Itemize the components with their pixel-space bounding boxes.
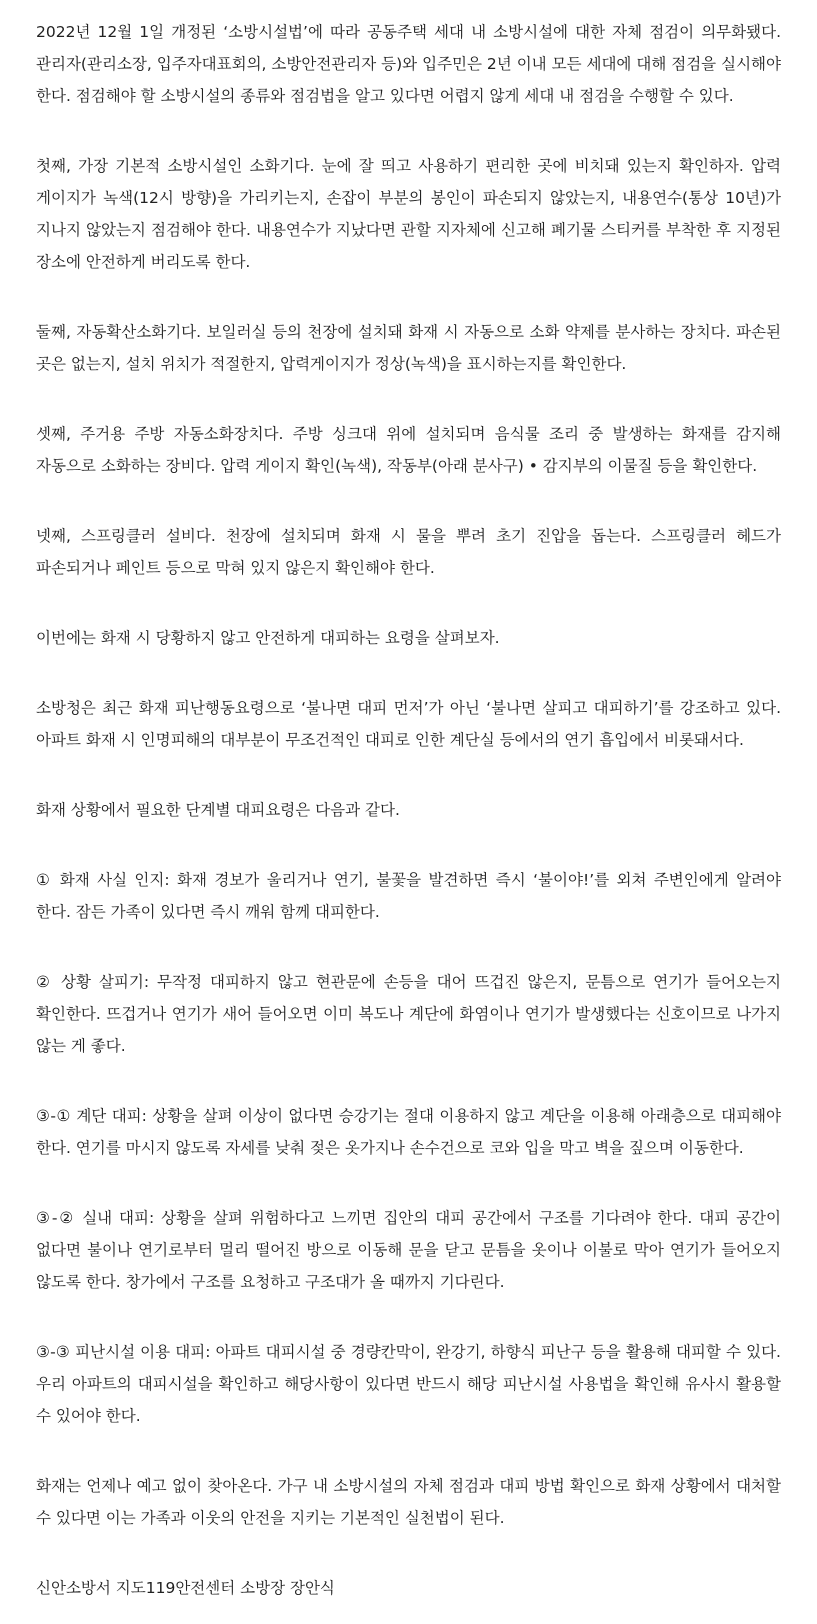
paragraph-fire-extinguisher: 첫째, 가장 기본적 소방시설인 소화기다. 눈에 잘 띄고 사용하기 편리한 곳에 비치돼 있는지 확인하자. 압력 게이지가 녹색(12시 방향)을 가리키는지, 손잡이 부분의 봉인이 파손되지 않았는지, 내용연수(통상 10년)가 지나지 않았는지 점검해야 한다. 내용연수가 지났다면 관할 지자체에 신고해 폐기물 스티커를 부착한 후 지정된 장소에 안전하게 버리도록 한다. [36, 157, 781, 271]
paragraph-steps-intro: 화재 상황에서 필요한 단계별 대피요령은 다음과 같다. [36, 801, 400, 819]
paragraph-step-3-2: ③-② 실내 대피: 상황을 살펴 위험하다고 느끼면 집안의 대피 공간에서 구조를 기다려야 한다. 대피 공간이 없다면 불이나 연기로부터 멀리 떨어진 방으로 이동해 문을 닫고 문틈을 옷이나 이불로 막아 연기가 들어오지 않도록 한다. 창가에서 구조를 요청하고 구조대가 올 때까지 기다린다. [36, 1209, 781, 1291]
paragraph-step-3-3: ③-③ 피난시설 이용 대피: 아파트 대피시설 중 경량칸막이, 완강기, 하향식 피난구 등을 활용해 대피할 수 있다. 우리 아파트의 대피시설을 확인하고 해당사항이 있다면 반드시 해당 피난시설 사용법을 확인해 유사시 활용할 수 있어야 한다. [36, 1343, 781, 1425]
paragraph-conclusion: 화재는 언제나 예고 없이 찾아온다. 가구 내 소방시설의 자체 점검과 대피 방법 확인으로 화재 상황에서 대처할 수 있다면 이는 가족과 이웃의 안전을 지키는 기본적인 실천법이 된다. [36, 1477, 781, 1527]
paragraph-intro: 2022년 12월 1일 개정된 ‘소방시설법’에 따라 공동주택 세대 내 소방시설에 대한 자체 점검이 의무화됐다. 관리자(관리소장, 입주자대표회의, 소방안전관리자 등)와 입주민은 2년 이내 모든 세대에 대해 점검을 실시해야 한다. 점검해야 할 소방시설의 종류와 점검법을 알고 있다면 어렵지 않게 세대 내 점검을 수행할 수 있다. [36, 23, 781, 105]
paragraph-step-2: ② 상황 살피기: 무작정 대피하지 않고 현관문에 손등을 대어 뜨겁진 않은지, 문틈으로 연기가 들어오는지 확인한다. 뜨겁거나 연기가 새어 들어오면 이미 복도나 계단에 화염이나 연기가 발생했다는 신호이므로 나가지 않는 게 좋다. [36, 973, 781, 1055]
author-signature: 신안소방서 지도119안전센터 소방장 장안식 [36, 1579, 335, 1597]
paragraph-sprinkler: 넷째, 스프링클러 설비다. 천장에 설치되며 화재 시 물을 뿌려 초기 진압을 돕는다. 스프링클러 헤드가 파손되거나 페인트 등으로 막혀 있지 않은지 확인해야 한다. [36, 527, 781, 577]
paragraph-fire-agency-guideline: 소방청은 최근 화재 피난행동요령으로 ‘불나면 대피 먼저’가 아닌 ‘불나면 살피고 대피하기’를 강조하고 있다. 아파트 화재 시 인명피해의 대부분이 무조건적인 대피로 인한 계단실 등에서의 연기 흡입에서 비롯돼서다. [36, 699, 781, 749]
paragraph-step-1: ① 화재 사실 인지: 화재 경보가 울리거나 연기, 불꽃을 발견하면 즉시 ‘불이야!’를 외쳐 주변인에게 알려야 한다. 잠든 가족이 있다면 즉시 깨워 함께 대피한다. [36, 871, 781, 921]
paragraph-evacuation-intro: 이번에는 화재 시 당황하지 않고 안전하게 대피하는 요령을 살펴보자. [36, 629, 500, 647]
paragraph-auto-diffusion-extinguisher: 둘째, 자동확산소화기다. 보일러실 등의 천장에 설치돼 화재 시 자동으로 소화 약제를 분사하는 장치다. 파손된 곳은 없는지, 설치 위치가 적절한지, 압력게이지가 정상(녹색)을 표시하는지를 확인한다. [36, 323, 781, 373]
paragraph-kitchen-auto-extinguisher: 셋째, 주거용 주방 자동소화장치다. 주방 싱크대 위에 설치되며 음식물 조리 중 발생하는 화재를 감지해 자동으로 소화하는 장비다. 압력 게이지 확인(녹색), 작동부(아래 분사구) • 감지부의 이물질 등을 확인한다. [36, 425, 781, 475]
paragraph-step-3-1: ③-① 계단 대피: 상황을 살펴 이상이 없다면 승강기는 절대 이용하지 않고 계단을 이용해 아래층으로 대피해야 한다. 연기를 마시지 않도록 자세를 낮춰 젖은 옷가지나 손수건으로 코와 입을 막고 벽을 짚으며 이동한다. [36, 1107, 781, 1157]
article-body [36, 16, 781, 1604]
